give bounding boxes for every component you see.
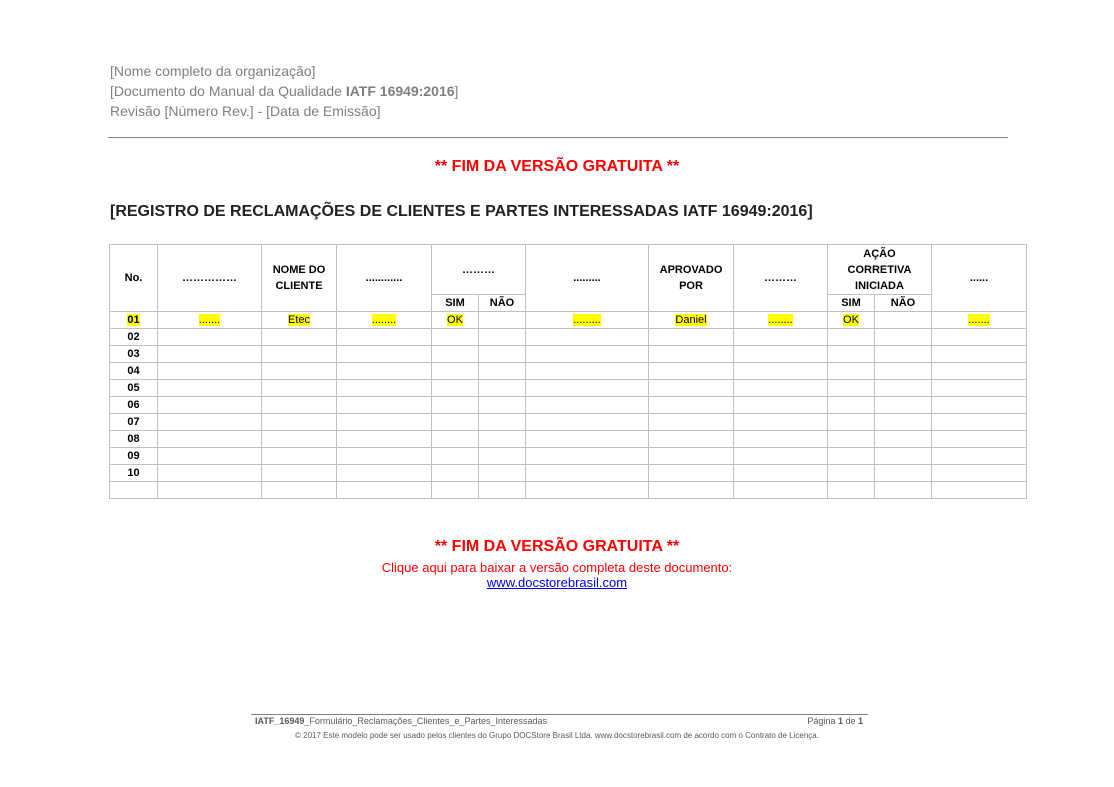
table-cell[interactable] <box>432 380 479 397</box>
row-number-cell[interactable]: 08 <box>110 431 158 448</box>
subheader-sim: SIM <box>432 295 479 312</box>
footer-divider <box>251 714 868 715</box>
table-cell[interactable] <box>262 397 337 414</box>
cell-c9[interactable] <box>932 312 1027 329</box>
revision-line: Revisão [Número Rev.] - [Data de Emissão] <box>110 103 381 119</box>
footer-file-bold: IATF_16949 <box>255 716 305 726</box>
table-cell[interactable] <box>932 397 1027 414</box>
table-cell[interactable] <box>526 431 649 448</box>
manual-suffix: ] <box>454 83 459 99</box>
table-cell[interactable] <box>337 431 432 448</box>
cell-nao[interactable] <box>479 312 526 329</box>
table-cell[interactable] <box>828 380 875 397</box>
cell-sim[interactable] <box>432 312 479 329</box>
table-cell[interactable] <box>262 329 337 346</box>
table-cell[interactable] <box>432 329 479 346</box>
table-cell[interactable] <box>262 482 337 499</box>
cell-sim-2-value: OK <box>843 314 859 326</box>
download-link[interactable]: www.docstorebrasil.com <box>486 575 628 590</box>
table-cell[interactable] <box>158 363 262 380</box>
table-cell[interactable] <box>158 414 262 431</box>
page-title: [REGISTRO DE RECLAMAÇÕES DE CLIENTES E PARTES INTERESSADAS IATF 16949:2016] <box>110 203 813 220</box>
table-cell[interactable] <box>432 448 479 465</box>
table-cell[interactable] <box>479 431 526 448</box>
cell-c3-value: ........ <box>371 314 397 326</box>
cell-c1[interactable] <box>158 312 262 329</box>
table-cell[interactable] <box>158 397 262 414</box>
cell-sim-value: OK <box>447 314 463 326</box>
complaints-register-table <box>109 244 1027 499</box>
table-row <box>110 363 1027 380</box>
table-cell[interactable] <box>875 414 932 431</box>
table-cell[interactable] <box>337 363 432 380</box>
cell-approved-value: Daniel <box>675 314 707 326</box>
table-cell[interactable] <box>158 482 262 499</box>
footer-page-current: 1 <box>837 716 843 726</box>
table-cell[interactable] <box>932 465 1027 482</box>
table-row <box>110 448 1027 465</box>
table-cell[interactable] <box>526 380 649 397</box>
document-header <box>110 61 458 121</box>
col-header-1: …………… <box>158 245 262 312</box>
cell-client-value: Etec <box>287 314 310 326</box>
table-cell[interactable] <box>158 465 262 482</box>
table-row <box>110 397 1027 414</box>
table-row <box>110 414 1027 431</box>
row-number-cell[interactable]: 05 <box>110 380 158 397</box>
table-cell[interactable] <box>649 363 734 380</box>
table-cell[interactable] <box>432 431 479 448</box>
manual-line <box>110 81 458 101</box>
table-cell[interactable] <box>875 448 932 465</box>
table-cell[interactable] <box>262 380 337 397</box>
row-number-cell[interactable]: 02 <box>110 329 158 346</box>
header-acao: AÇÃO <box>863 247 896 260</box>
row-number-cell[interactable]: 10 <box>110 465 158 482</box>
table-cell[interactable] <box>479 363 526 380</box>
table-cell[interactable] <box>479 329 526 346</box>
cell-nao-2[interactable] <box>875 312 932 329</box>
table-cell[interactable] <box>337 329 432 346</box>
table-cell[interactable] <box>875 482 932 499</box>
subheader-nao: NÃO <box>479 295 526 312</box>
table-cell[interactable] <box>479 346 526 363</box>
table-cell[interactable] <box>649 431 734 448</box>
table-cell[interactable] <box>432 414 479 431</box>
table-cell[interactable] <box>828 346 875 363</box>
manual-standard: IATF 16949:2016 <box>345 83 455 99</box>
table-cell[interactable] <box>262 465 337 482</box>
table-cell[interactable] <box>828 363 875 380</box>
cell-sim-2[interactable] <box>828 312 875 329</box>
col-header-3: ............ <box>337 245 432 312</box>
table-cell[interactable] <box>875 431 932 448</box>
header-corretiva: CORRETIVA <box>847 263 912 276</box>
table-cell[interactable] <box>649 397 734 414</box>
footer-page-number <box>807 716 863 726</box>
header-cliente: CLIENTE <box>275 280 323 292</box>
table-cell[interactable] <box>337 346 432 363</box>
row-number-cell[interactable] <box>110 482 158 499</box>
table-cell[interactable] <box>734 329 828 346</box>
table-cell[interactable] <box>932 329 1027 346</box>
table-rows-body <box>110 329 1027 499</box>
row-number-cell[interactable]: 04 <box>110 363 158 380</box>
table-cell[interactable] <box>734 363 828 380</box>
header-iniciada: INICIADA <box>855 279 904 292</box>
table-cell[interactable] <box>734 414 828 431</box>
table-cell[interactable] <box>875 397 932 414</box>
table-cell[interactable] <box>649 329 734 346</box>
table-cell[interactable] <box>479 482 526 499</box>
table-cell[interactable] <box>432 465 479 482</box>
table-cell[interactable] <box>734 397 828 414</box>
table-cell[interactable] <box>526 397 649 414</box>
table-cell[interactable] <box>262 431 337 448</box>
table-row <box>110 482 1027 499</box>
footer-page-total: 1 <box>857 716 863 726</box>
header-aprovado: APROVADO <box>659 264 723 276</box>
table-cell[interactable] <box>932 380 1027 397</box>
table-cell[interactable] <box>262 448 337 465</box>
col-header-corrective-action <box>828 245 932 295</box>
col-header-9: ...... <box>932 245 1027 312</box>
table-cell[interactable] <box>479 397 526 414</box>
col-header-approved-by <box>649 245 734 312</box>
table-cell[interactable] <box>479 448 526 465</box>
header-por: POR <box>679 280 703 292</box>
table-cell[interactable] <box>649 448 734 465</box>
table-cell[interactable] <box>337 397 432 414</box>
table-cell[interactable] <box>875 380 932 397</box>
subheader-nao-2: NÃO <box>875 295 932 312</box>
table-cell[interactable] <box>432 363 479 380</box>
table-cell[interactable] <box>262 414 337 431</box>
col-header-5: ......... <box>526 245 649 312</box>
cell-c5[interactable] <box>526 312 649 329</box>
footer-page-mid: de <box>842 716 858 726</box>
table-cell[interactable] <box>828 414 875 431</box>
table-cell[interactable] <box>649 465 734 482</box>
table-cell[interactable] <box>432 397 479 414</box>
col-header-4: ……… <box>432 245 526 295</box>
cell-c9-value: ....... <box>968 314 990 326</box>
manual-prefix: [Documento do Manual da Qualidade <box>110 83 346 99</box>
fim-banner-bottom: ** FIM DA VERSÃO GRATUITA ** <box>434 538 680 555</box>
table-cell[interactable] <box>158 329 262 346</box>
table-cell[interactable] <box>734 380 828 397</box>
cell-c5-value: ......... <box>573 314 601 326</box>
table-cell[interactable] <box>526 346 649 363</box>
footer-file-line <box>255 716 863 726</box>
table-cell[interactable] <box>479 380 526 397</box>
row-number: 01 <box>127 314 140 326</box>
row-number-cell[interactable]: 07 <box>110 414 158 431</box>
subheader-sim-2: SIM <box>828 295 875 312</box>
cell-c7-value: ........ <box>768 314 793 326</box>
cell-client[interactable] <box>262 312 337 329</box>
table-cell[interactable] <box>828 448 875 465</box>
footer-page-prefix: Página <box>807 716 838 726</box>
table-cell[interactable] <box>158 346 262 363</box>
table-header-row <box>110 245 1027 295</box>
table-cell[interactable] <box>875 329 932 346</box>
table-cell[interactable] <box>828 482 875 499</box>
header-nome-do: NOME DO <box>272 264 326 276</box>
table-cell[interactable] <box>828 397 875 414</box>
table-cell[interactable] <box>828 465 875 482</box>
cell-c1-value: ....... <box>198 314 221 326</box>
table-cell[interactable] <box>432 346 479 363</box>
table-cell[interactable] <box>734 448 828 465</box>
col-header-no: No. <box>110 245 158 312</box>
row-number-cell[interactable]: 09 <box>110 448 158 465</box>
table-cell[interactable] <box>649 346 734 363</box>
table-cell[interactable] <box>526 363 649 380</box>
table-cell[interactable] <box>649 414 734 431</box>
table-cell[interactable] <box>158 380 262 397</box>
table-cell[interactable] <box>875 346 932 363</box>
table-cell[interactable] <box>828 329 875 346</box>
table-cell[interactable] <box>526 414 649 431</box>
table-cell[interactable] <box>649 482 734 499</box>
row-number-cell[interactable]: 06 <box>110 397 158 414</box>
table-row <box>110 380 1027 397</box>
table-cell[interactable] <box>337 465 432 482</box>
table-cell[interactable] <box>337 448 432 465</box>
table-row <box>110 346 1027 363</box>
table-cell[interactable] <box>526 448 649 465</box>
table-cell[interactable] <box>158 431 262 448</box>
cell-c7[interactable] <box>734 312 828 329</box>
footer-copyright: © 2017 Este modelo pode ser usado pelos clientes do Grupo DOCStore Brasil Ltda. www.docstorebrasil.com de acordo com o Contrato de Licença. <box>295 731 819 740</box>
table-row <box>110 329 1027 346</box>
cell-approved[interactable] <box>649 312 734 329</box>
table-cell[interactable] <box>479 465 526 482</box>
header-divider <box>108 137 1008 138</box>
table-cell[interactable] <box>158 448 262 465</box>
table-cell[interactable] <box>932 363 1027 380</box>
table-cell[interactable] <box>875 465 932 482</box>
table-cell[interactable] <box>262 346 337 363</box>
table-cell[interactable] <box>526 465 649 482</box>
table-cell[interactable] <box>526 482 649 499</box>
table-cell[interactable] <box>734 346 828 363</box>
table-row <box>110 431 1027 448</box>
download-cta-text: Clique aqui para baixar a versão completa deste documento: <box>381 560 733 575</box>
table-cell[interactable] <box>932 482 1027 499</box>
col-header-client-name <box>262 245 337 312</box>
table-row <box>110 312 1027 329</box>
table-cell[interactable] <box>649 380 734 397</box>
col-header-7: ……… <box>734 245 828 312</box>
row-number-cell[interactable]: 03 <box>110 346 158 363</box>
table-cell[interactable] <box>337 482 432 499</box>
table-cell[interactable] <box>932 448 1027 465</box>
table-cell[interactable] <box>526 329 649 346</box>
table-cell[interactable] <box>828 431 875 448</box>
fim-banner-top: ** FIM DA VERSÃO GRATUITA ** <box>434 158 680 175</box>
table-cell[interactable] <box>479 414 526 431</box>
table-cell[interactable] <box>337 414 432 431</box>
table-cell[interactable] <box>337 380 432 397</box>
table-cell[interactable] <box>262 363 337 380</box>
download-cta <box>0 560 1114 590</box>
table-cell[interactable] <box>734 465 828 482</box>
table-cell[interactable] <box>432 482 479 499</box>
table-row <box>110 465 1027 482</box>
table-cell[interactable] <box>932 431 1027 448</box>
table-cell[interactable] <box>734 482 828 499</box>
table-cell[interactable] <box>734 431 828 448</box>
table-cell[interactable] <box>875 363 932 380</box>
table-cell[interactable] <box>932 414 1027 431</box>
table-cell[interactable] <box>932 346 1027 363</box>
cell-c3[interactable] <box>337 312 432 329</box>
row-number-cell[interactable] <box>110 312 158 329</box>
footer-file-name: _Formulário_Reclamações_Clientes_e_Partes_Interessadas <box>304 716 547 726</box>
org-name-line: [Nome completo da organização] <box>110 63 316 79</box>
